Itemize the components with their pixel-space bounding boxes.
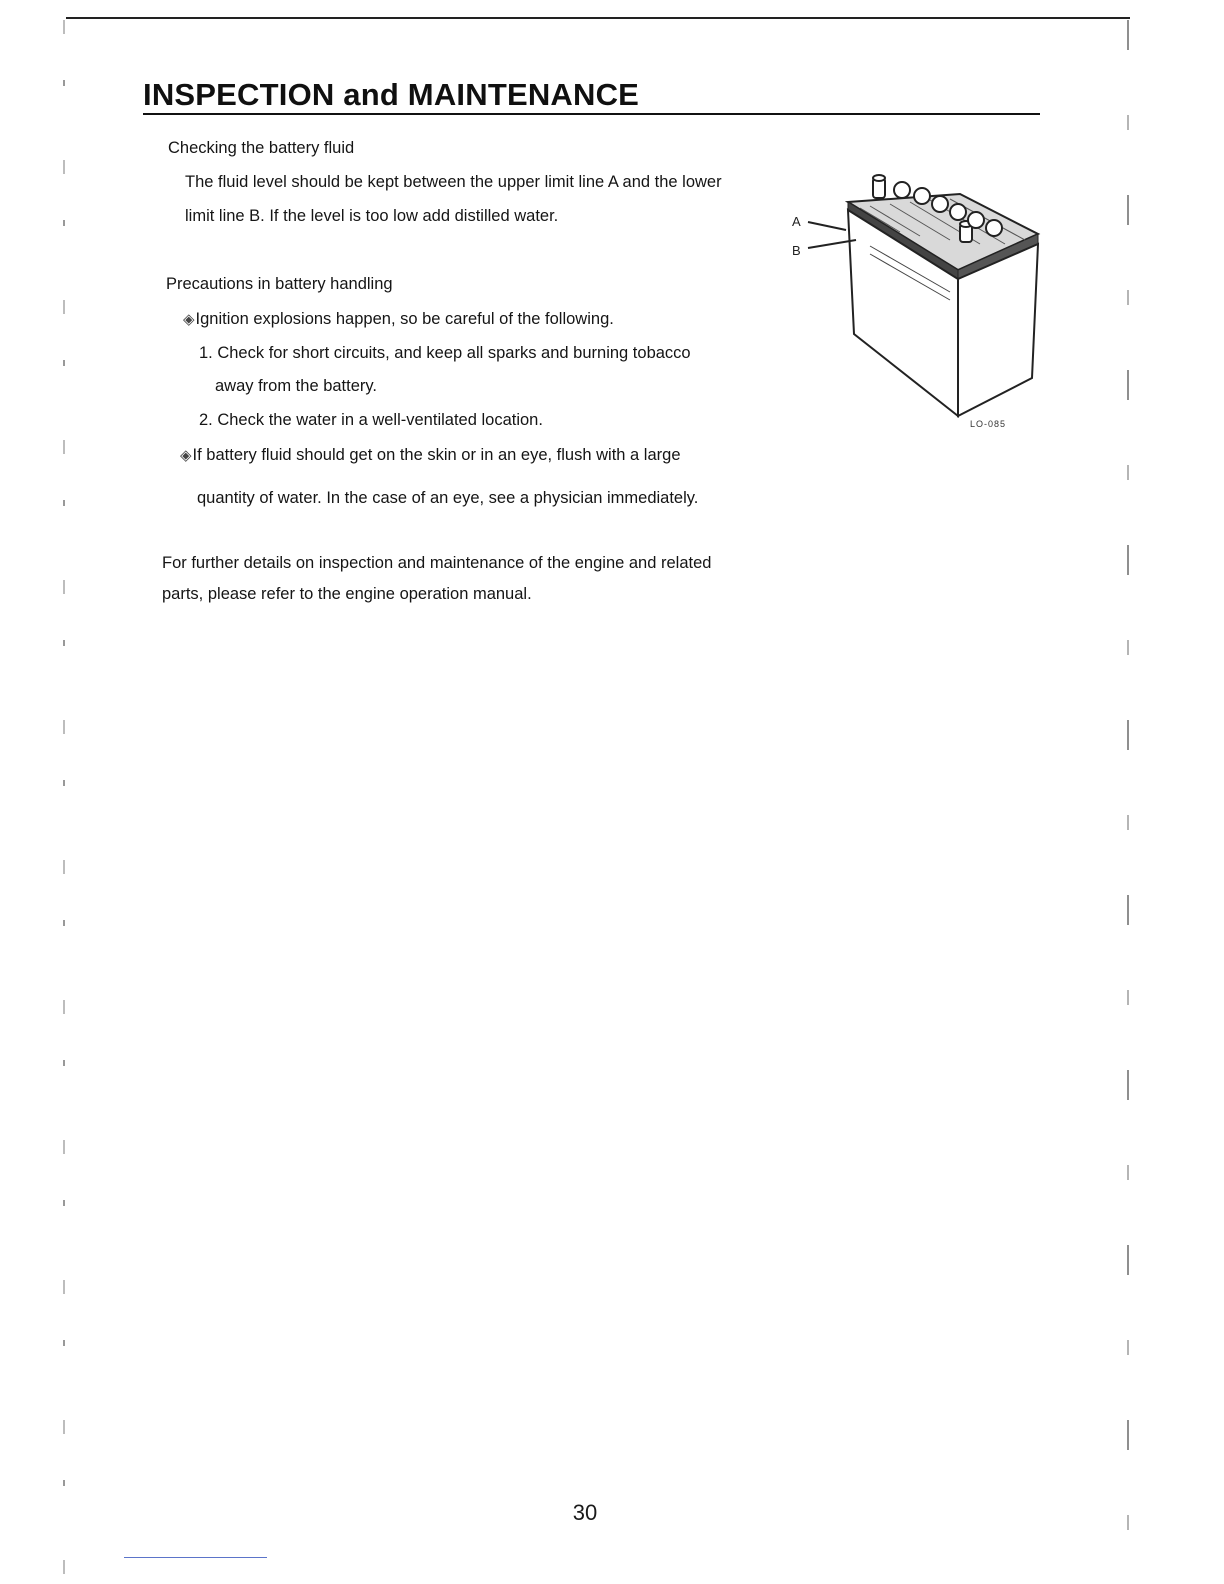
precaution-bullet-1-text: Ignition explosions happen, so be careful of the following. [195,310,614,328]
bottom-blue-rule [124,1557,267,1558]
page-title: INSPECTION and MAINTENANCE [143,77,640,112]
precaution-bullet-2 [180,445,681,466]
precaution-item-1-line-2: away from the battery. [215,377,378,395]
battery-fluid-line-1: The fluid level should be kept between the upper limit line A and the lower [185,173,722,191]
precaution-bullet-2-line-1: If battery fluid should get on the skin or in an eye, flush with a large [192,446,681,464]
figure-label-a: A [792,214,801,229]
precaution-item-1-line-1: 1. Check for short circuits, and keep all sparks and burning tobacco [199,344,691,362]
diamond-bullet-icon: ◈ [183,311,195,328]
battery-fluid-line-2: limit line B. If the level is too low add distilled water. [185,207,559,225]
battery-drawing [780,172,1050,437]
precaution-bullet-1 [183,309,614,330]
page-number: 30 [572,1500,598,1525]
precautions-heading: Precautions in battery handling [166,275,393,293]
precaution-bullet-2-line-2: quantity of water. In the case of an eye, see a physician immediately. [197,489,699,507]
page-top-rule [66,17,1130,19]
battery-fluid-heading: Checking the battery fluid [168,139,355,157]
right-scan-edge [1127,20,1129,1580]
battery-illustration [780,172,1050,437]
section-header [143,76,1040,115]
further-details-line-2: parts, please refer to the engine operation manual. [162,585,532,603]
diamond-bullet-icon: ◈ [180,447,192,464]
further-details-line-1: For further details on inspection and maintenance of the engine and related [162,554,712,572]
figure-code: LO-085 [970,419,1007,429]
left-scan-edge [63,20,65,1580]
figure-label-b: B [792,243,801,258]
precaution-item-2: 2. Check the water in a well-ventilated location. [199,411,543,429]
